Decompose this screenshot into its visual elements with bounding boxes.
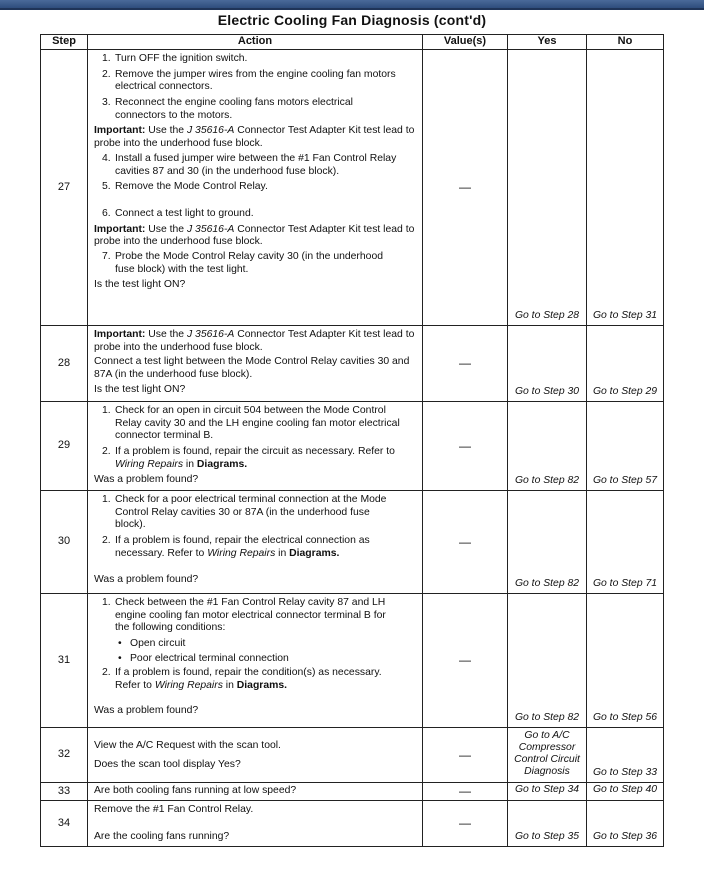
step-number: 30 xyxy=(41,491,88,594)
yes-result: Go to Step 28 xyxy=(508,50,587,326)
action-cell xyxy=(88,50,423,326)
item-text-part: If a problem is found, repair the condition(s) as necessary. Refer to xyxy=(115,667,382,692)
header-no: No xyxy=(587,35,664,50)
item-text: Install a fused jumper wire between the #1 Fan Control Relay cavities 87 and 30 (in the underhood fuse block). xyxy=(115,152,397,177)
yes-result: Go to Step 82 xyxy=(508,594,587,728)
value-dash: — xyxy=(423,801,508,847)
action-cell xyxy=(88,326,423,402)
reference-title: Wiring Repairs xyxy=(207,547,276,559)
instruction-text: Connect a test light between the Mode Control Relay cavities 30 and 87A (in the underhood fuse block). xyxy=(94,356,410,381)
list-item xyxy=(94,667,416,692)
table-row-step-29 xyxy=(41,402,664,491)
no-result: Go to Step 57 xyxy=(587,402,664,491)
header-action: Action xyxy=(88,35,423,50)
important-note xyxy=(94,329,416,354)
list-item xyxy=(94,153,416,178)
yes-result-line: Compressor xyxy=(518,742,576,754)
item-text: Remove the jumper wires from the engine cooling fan motors electrical connectors. xyxy=(115,68,396,93)
item-text-part: If a problem is found, repair the circuit as necessary. Refer to xyxy=(115,446,395,458)
question: Is the test light ON? xyxy=(94,383,186,395)
item-text xyxy=(115,535,400,560)
bullet-mark: • xyxy=(118,652,122,664)
item-number: 1. xyxy=(102,597,111,608)
table-row-step-30 xyxy=(41,491,664,594)
table-row-step-27 xyxy=(41,50,664,326)
list-item xyxy=(94,69,416,94)
value-dash: — xyxy=(423,326,508,402)
page-title: Electric Cooling Fan Diagnosis (cont'd) xyxy=(217,12,487,28)
item-text: Check for an open in circuit 504 between the Mode Control Relay cavity 30 and the LH engine cooling fan motor electrical connector terminal B. xyxy=(115,405,400,442)
bullet-item xyxy=(94,638,416,651)
important-label: Important: xyxy=(94,125,146,137)
item-text-part: in xyxy=(222,680,237,692)
tool-number: J 35616-A xyxy=(186,223,235,235)
step-number: 31 xyxy=(41,594,88,728)
yes-result: Go to Step 30 xyxy=(508,326,587,402)
item-text: Reconnect the engine cooling fans motors electrical connectors to the motors. xyxy=(115,97,353,121)
note-text: Connector Test Adapter Kit test lead to probe into the underhood fuse block. xyxy=(94,329,415,353)
question: Was a problem found? xyxy=(94,704,199,716)
table-row-step-34 xyxy=(41,801,664,847)
important-label: Important: xyxy=(94,223,146,235)
bullet-mark: • xyxy=(118,638,122,650)
diagnosis-table xyxy=(40,34,664,847)
yes-result: Go to Step 34 xyxy=(508,783,587,801)
note-text: Connector Test Adapter Kit test lead to probe into the underhood fuse block. xyxy=(94,125,415,150)
yes-result-line: Control Circuit xyxy=(514,754,580,765)
note-text: Use the xyxy=(145,223,187,235)
item-text xyxy=(115,446,400,471)
header-yes: Yes xyxy=(508,35,587,50)
step-number: 27 xyxy=(41,50,88,326)
yes-result: Go to Step 82 xyxy=(508,402,587,491)
item-text-part: in xyxy=(275,547,290,559)
reference-section: Diagrams. xyxy=(236,680,288,692)
item-number: 3. xyxy=(102,97,111,109)
value-dash: — xyxy=(423,50,508,326)
action-cell xyxy=(88,801,423,847)
step-number: 32 xyxy=(41,728,88,783)
item-number: 1. xyxy=(102,53,111,64)
reference-section: Diagrams. xyxy=(196,458,248,470)
item-number: 5. xyxy=(102,181,111,193)
question: Are both cooling fans running at low speed? xyxy=(94,785,297,796)
value-dash: — xyxy=(423,491,508,594)
question: Are the cooling fans running? xyxy=(94,830,230,842)
step-number: 28 xyxy=(41,326,88,402)
action-cell xyxy=(88,783,423,801)
no-result: Go to Step 71 xyxy=(587,491,664,594)
item-text xyxy=(115,667,400,692)
item-number: 2. xyxy=(102,667,111,679)
item-text: Probe the Mode Control Relay cavity 30 (in the underhood fuse block) with the test light. xyxy=(115,250,384,275)
important-note xyxy=(94,224,416,249)
action-cell xyxy=(88,402,423,491)
important-label: Important: xyxy=(94,329,146,340)
important-note xyxy=(94,125,416,150)
question: Is the test light ON? xyxy=(94,279,186,291)
item-number: 1. xyxy=(102,494,111,505)
yes-result: Go to Step 82 xyxy=(508,491,587,594)
header-step: Step xyxy=(41,35,88,50)
tool-number: J 35616-A xyxy=(186,329,235,340)
no-result: Go to Step 56 xyxy=(587,594,664,728)
list-item xyxy=(94,405,416,443)
yes-result-line: Diagnosis xyxy=(524,765,570,777)
yes-result-line: Go to A/C xyxy=(524,730,570,742)
action-cell xyxy=(88,594,423,728)
value-dash: — xyxy=(423,402,508,491)
reference-title: Wiring Repairs xyxy=(154,680,223,692)
item-text: Check between the #1 Fan Control Relay cavity 87 and LH engine cooling fan motor electrical connector terminal B for the following conditions: xyxy=(115,597,386,634)
item-text: Connect a test light to ground. xyxy=(115,207,254,219)
no-result: Go to Step 29 xyxy=(587,326,664,402)
table-row-step-28 xyxy=(41,326,664,402)
no-result: Go to Step 40 xyxy=(587,783,664,801)
question: Was a problem found? xyxy=(94,574,199,586)
instruction-text: Remove the #1 Fan Control Relay. xyxy=(94,804,254,815)
value-dash: — xyxy=(423,783,508,801)
step-number: 33 xyxy=(41,783,88,801)
item-number: 1. xyxy=(102,405,111,416)
list-item xyxy=(94,535,416,560)
list-item xyxy=(94,251,416,276)
bullet-item xyxy=(94,653,416,666)
table-row-step-32 xyxy=(41,728,664,783)
list-item xyxy=(94,181,416,194)
reference-section: Diagrams. xyxy=(289,547,340,559)
item-number: 6. xyxy=(102,207,111,219)
item-text-part: If a problem is found, repair the electrical connection as necessary. Refer to xyxy=(115,535,370,559)
step-number: 29 xyxy=(41,402,88,491)
tool-number: J 35616-A xyxy=(186,125,235,137)
item-number: 7. xyxy=(102,250,111,262)
instruction-text: View the A/C Request with the scan tool. xyxy=(94,739,281,751)
bullet-text: Open circuit xyxy=(130,638,186,650)
question: Was a problem found? xyxy=(94,474,199,486)
header-row xyxy=(41,35,664,50)
no-result: Go to Step 33 xyxy=(587,728,664,783)
item-text: Check for a poor electrical terminal connection at the Mode Control Relay cavities 30 or 87A (in the underhood fuse block). xyxy=(115,494,387,531)
list-item xyxy=(94,494,416,532)
list-item xyxy=(94,97,416,122)
item-number: 4. xyxy=(102,152,111,164)
bullet-text: Poor electrical terminal connection xyxy=(130,652,289,664)
note-text: Connector Test Adapter Kit test lead to probe into the underhood fuse block. xyxy=(94,223,415,248)
no-result: Go to Step 36 xyxy=(587,801,664,847)
item-text: Remove the Mode Control Relay. xyxy=(115,181,268,193)
value-dash: — xyxy=(423,594,508,728)
item-number: 2. xyxy=(102,68,111,80)
yes-result xyxy=(508,728,587,783)
no-result: Go to Step 31 xyxy=(587,50,664,326)
list-item xyxy=(94,446,416,471)
reference-title: Wiring Repairs xyxy=(115,458,184,470)
top-window-bar xyxy=(0,0,704,10)
item-text: Turn OFF the ignition switch. xyxy=(115,53,248,64)
table-row-step-31 xyxy=(41,594,664,728)
action-cell xyxy=(88,728,423,783)
note-text: Use the xyxy=(145,125,187,137)
action-cell xyxy=(88,491,423,594)
header-values: Value(s) xyxy=(423,35,508,50)
value-dash: — xyxy=(423,728,508,783)
item-number: 2. xyxy=(102,535,111,547)
item-number: 2. xyxy=(102,446,111,458)
yes-result: Go to Step 35 xyxy=(508,801,587,847)
table-row-step-33 xyxy=(41,783,664,801)
item-text-part: in xyxy=(183,458,197,470)
list-item xyxy=(94,597,416,635)
list-item xyxy=(94,53,416,66)
list-item xyxy=(94,208,416,221)
step-number: 34 xyxy=(41,801,88,847)
note-text: Use the xyxy=(145,329,187,340)
question: Does the scan tool display Yes? xyxy=(94,758,241,770)
